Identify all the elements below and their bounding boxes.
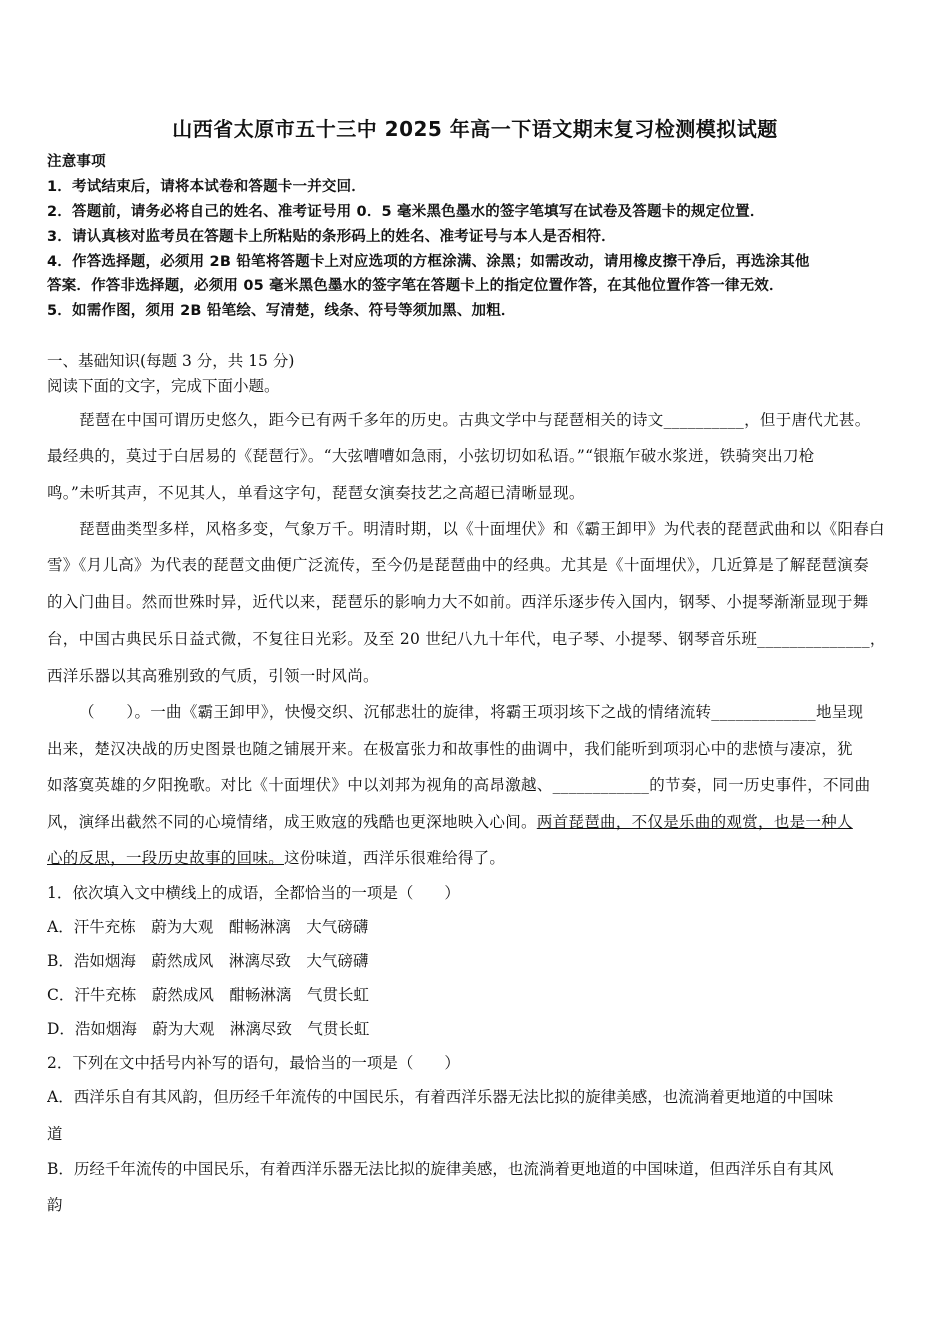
passage-line: 的入门曲目。然而世殊时异，近代以来，琵琶乐的影响力大不如前。西洋乐逐步传入国内，钢琴、小提琴渐渐显现于舞 [47,593,869,611]
option-d: D．浩如烟海 蔚为大观 淋漓尽致 气贯长虹 [47,1020,370,1038]
notice-item: 答案．作答非选择题，必须用 05 毫米黑色墨水的签字笔在答题卡上的指定位置作答，在其他位置作答一律无效． [47,278,784,294]
passage-line [47,810,905,834]
option-b-cont: 韵 [47,1196,63,1214]
notice-item: 4．作答选择题，必须用 2B 铅笔将答题卡上对应选项的方框涂满、涂黑；如需改动，请用橡皮擦干净后，再选涂其他 [47,254,810,270]
section-instruction: 阅读下面的文字，完成下面小题。 [47,377,280,395]
question-stem: 2．下列在文中括号内补写的语句，最恰当的一项是（ ） [47,1054,460,1072]
passage-line: （ ）。一曲《霸王卸甲》，快慢交织、沉郁悲壮的旋律，将霸王项羽垓下之战的情绪流转_____________地呈现 [79,703,864,721]
option-a: A．西洋乐自有其风韵，但历经千年流传的中国民乐，有着西洋乐器无法比拟的旋律美感，也流淌着更地道的中国味 [47,1088,834,1106]
passage-text: 风，演绎出截然不同的心境情绪，成王败寇的残酷也更深地映入心间。 [47,813,537,831]
notice-heading: 注意事项 [47,154,106,170]
passage-line: 鸣。”未听其声，不见其人，单看这字句，琵琶女演奏技艺之高超已清晰显现。 [47,484,585,502]
passage-line: 如落寞英雄的夕阳挽歌。对比《十面埋伏》中以刘邦为视角的高昂激越、____________的节奏，同一历史事件，不同曲 [47,776,871,794]
notice-item: 3．请认真核对监考员在答题卡上所粘贴的条形码上的姓名、准考证号与本人是否相符． [47,229,616,245]
passage-line [47,846,905,870]
passage-line: 琵琶曲类型多样，风格多变，气象万千。明清时期，以《十面埋伏》和《霸王卸甲》为代表的琵琶武曲和以《阳春白 [79,520,885,538]
option-b: B．浩如烟海 蔚然成风 淋漓尽致 大气磅礴 [47,952,369,970]
notice-item: 2．答题前，请务必将自己的姓名、准考证号用 0．5 毫米黑色墨水的签字笔填写在试卷及答题卡的规定位置． [47,204,765,220]
passage-line: 最经典的，莫过于白居易的《琵琶行》。“大弦嘈嘈如急雨，小弦切切如私语。”“银瓶乍破水浆迸，铁骑突出刀枪 [47,447,815,465]
notice-item: 5．如需作图，须用 2B 铅笔绘、写清楚，线条、符号等须加黑、加粗． [47,303,516,319]
page-title: 山西省太原市五十三中 2025 年高一下语文期末复习检测模拟试题 [172,117,778,141]
question-stem: 1．依次填入文中横线上的成语，全都恰当的一项是（ ） [47,884,460,902]
underlined-sentence: 心的反思，一段历史故事的回味。 [47,849,285,867]
notice-item: 1．考试结束后，请将本试卷和答题卡一并交回． [47,179,366,195]
option-b: B．历经千年流传的中国民乐，有着西洋乐器无法比拟的旋律美感，也流淌着更地道的中国味道，但西洋乐自有其风 [47,1160,834,1178]
passage-line: 西洋乐器以其高雅别致的气质，引领一时风尚。 [47,667,379,685]
section-heading: 一、基础知识(每题 3 分，共 15 分) [47,352,295,370]
passage-line: 台，中国古典民乐日益式微，不复往日光彩。及至 20 世纪八九十年代，电子琴、小提琴、钢琴音乐班______________， [47,630,886,648]
passage-line: 琵琶在中国可谓历史悠久，距今已有两千多年的历史。古典文学中与琵琶相关的诗文__________，但于唐代尤甚。 [79,411,871,429]
option-a: A．汗牛充栋 蔚为大观 酣畅淋漓 大气磅礴 [47,918,369,936]
option-c: C．汗牛充栋 蔚然成风 酣畅淋漓 气贯长虹 [47,986,369,1004]
passage-text: 这份味道，西洋乐很难给得了。 [284,849,506,867]
underlined-sentence: 两首琵琶曲，不仅是乐曲的观赏，也是一种人 [536,813,853,831]
passage-line: 出来，楚汉决战的历史图景也随之铺展开来。在极富张力和故事性的曲调中，我们能听到项羽心中的悲愤与凄凉，犹 [47,740,853,758]
passage-line: 雪》《月儿高》为代表的琵琶文曲便广泛流传，至今仍是琵琶曲中的经典。尤其是《十面埋伏》，几近算是了解琵琶演奏 [47,556,869,574]
option-a-cont: 道 [47,1125,63,1143]
